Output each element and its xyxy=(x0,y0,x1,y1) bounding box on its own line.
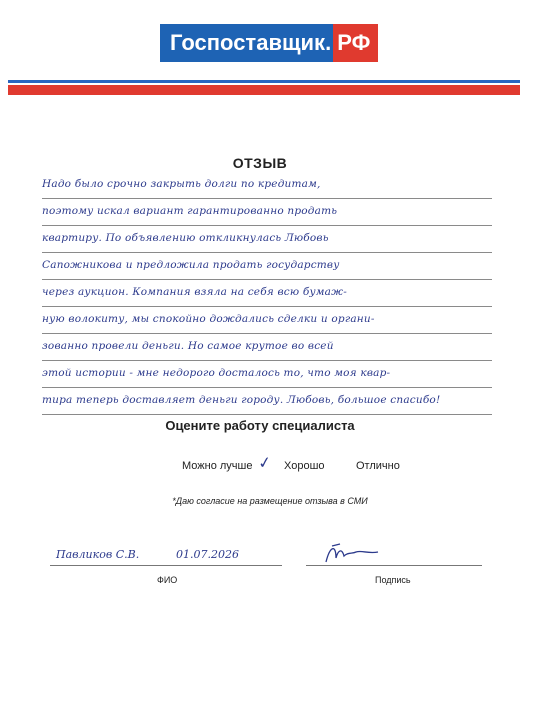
consent-note: *Даю согласие на размещение отзыва в СМИ xyxy=(172,496,368,506)
rating-option-excellent[interactable]: Отлично xyxy=(356,460,400,472)
review-line: поэтому искал вариант гарантированно продать xyxy=(42,199,492,226)
rating-option-can-be-better[interactable]: Можно лучше xyxy=(182,460,253,472)
signature-line xyxy=(306,565,482,566)
review-line: этой истории - мне недорого досталось то, что моя квар- xyxy=(42,361,492,388)
review-text-area xyxy=(42,172,492,415)
date-handwritten: 01.07.2026 xyxy=(176,548,239,561)
review-line: Сапожникова и предложила продать государству xyxy=(42,253,492,280)
rating-title: Оцените работу специалиста xyxy=(165,418,355,433)
review-line: тира теперь доставляет деньги городу. Любовь, большое спасибо! xyxy=(42,388,492,415)
signature-label: Подпись xyxy=(375,575,411,585)
header-stripe-blue xyxy=(8,80,520,83)
review-line: зованно провели деньги. Но самое крутое во всей xyxy=(42,334,492,361)
logo-main-text: Госпоставщик. xyxy=(160,24,333,62)
rating-option-good[interactable]: Хорошо xyxy=(284,460,325,472)
fio-line xyxy=(50,565,282,566)
form-title: ОТЗЫВ xyxy=(232,155,288,171)
signature-mark xyxy=(322,540,382,568)
check-mark-icon: ✓ xyxy=(256,452,273,473)
review-line: Надо было срочно закрыть долги по кредитам, xyxy=(42,172,492,199)
logo xyxy=(160,24,371,62)
fio-handwritten: Павликов С.В. xyxy=(56,548,140,561)
logo-tld-text: РФ xyxy=(333,24,378,62)
review-line: через аукцион. Компания взяла на себя всю бумаж- xyxy=(42,280,492,307)
fio-label: ФИО xyxy=(157,575,178,585)
review-line: квартиру. По объявлению откликнулась Любовь xyxy=(42,226,492,253)
header-stripe-red xyxy=(8,85,520,95)
review-line: ную волокиту, мы спокойно дождались сделки и органи- xyxy=(42,307,492,334)
